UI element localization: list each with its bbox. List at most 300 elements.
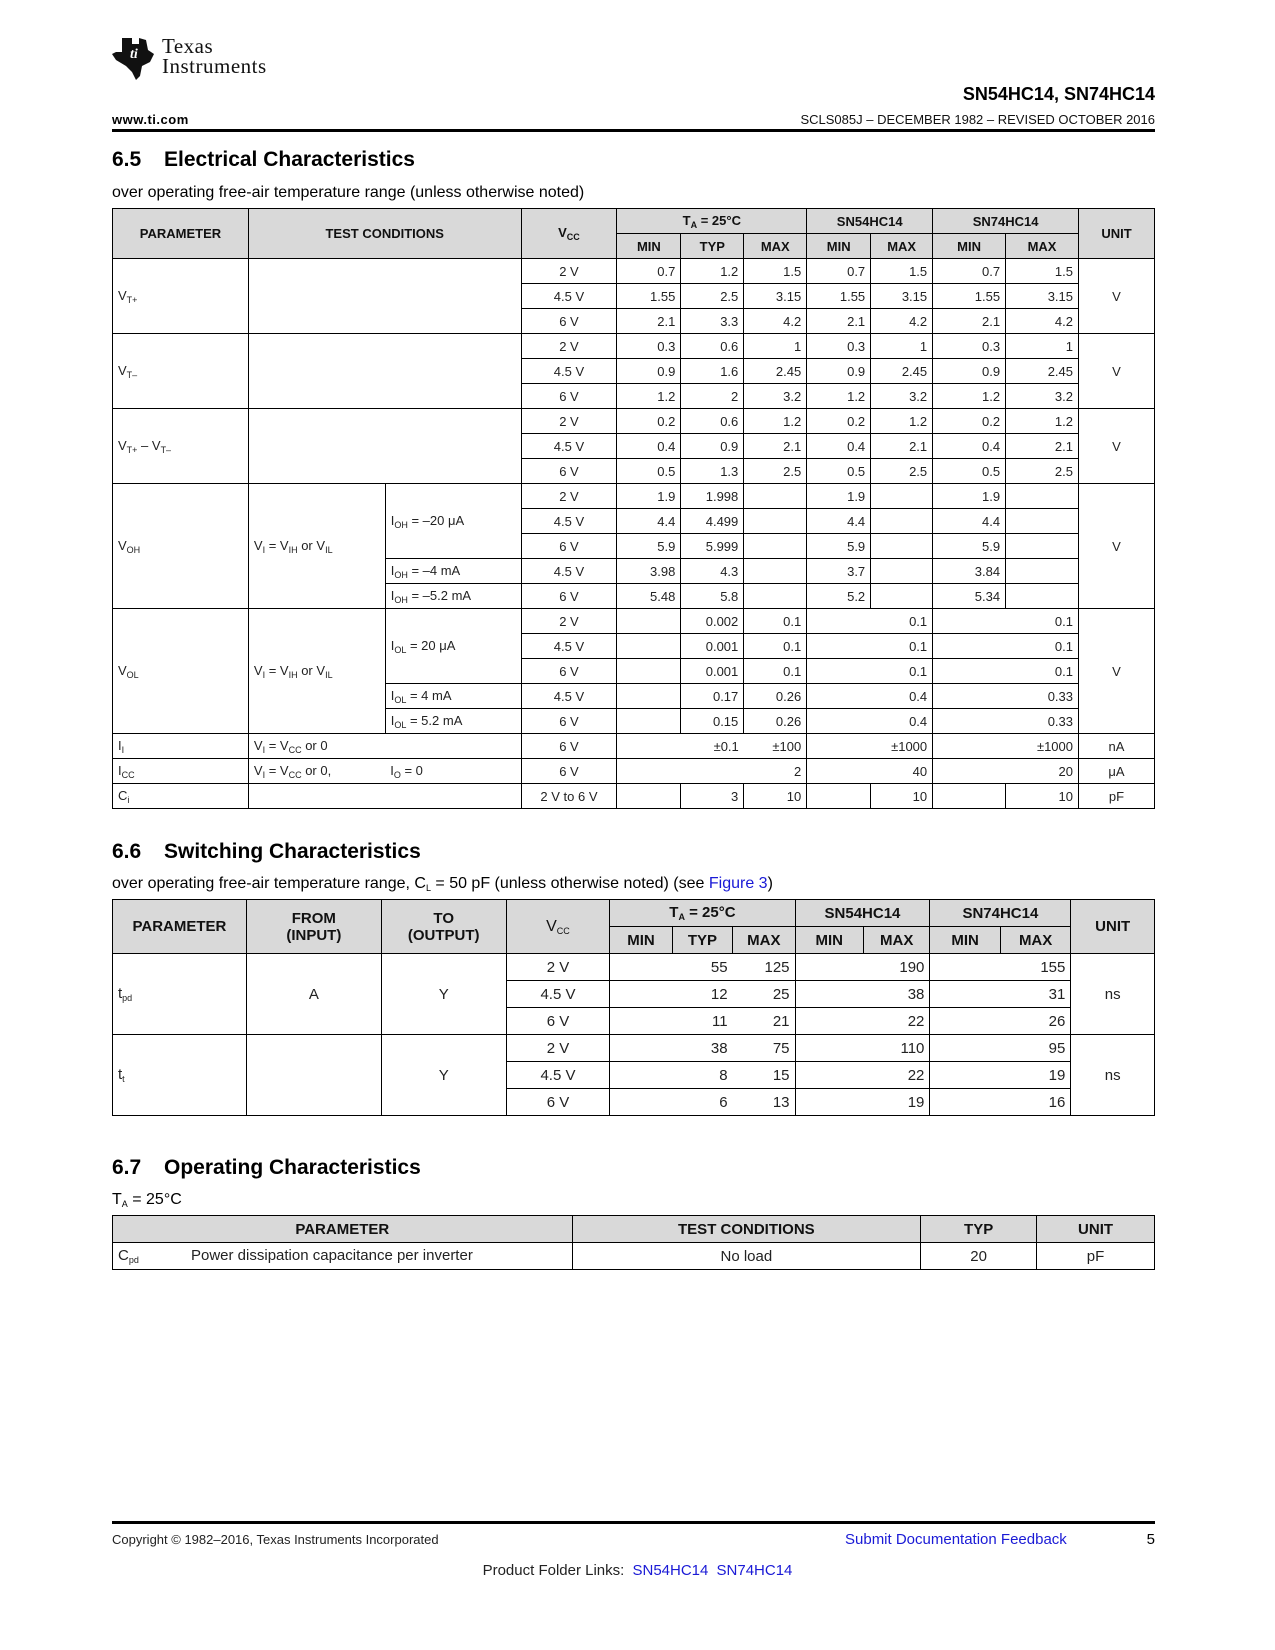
folder-link-sn54hc14[interactable]: SN54HC14 <box>632 1562 709 1579</box>
value-cell: ±1000 <box>1006 734 1079 759</box>
vcc-cell: 6 V <box>521 709 617 734</box>
value-cell <box>933 684 1006 709</box>
value-cell <box>871 584 933 609</box>
value-cell: 1.9 <box>617 484 681 509</box>
value-cell: ±100 <box>744 734 807 759</box>
vcc-cell: 4.5 V <box>521 434 617 459</box>
value-cell: 15 <box>733 1062 795 1089</box>
value-cell: 4.2 <box>1006 309 1079 334</box>
table-row <box>113 954 1155 981</box>
document-id: SCLS085J – DECEMBER 1982 – REVISED OCTOBER 2016 <box>800 112 1155 127</box>
test-condition-vi: $V_I = V_{IH}$ or $V_{IL}$ <box>248 484 385 609</box>
value-cell: 20 <box>1006 759 1079 784</box>
value-cell <box>610 1062 672 1089</box>
value-cell <box>610 1035 672 1062</box>
vcc-cell: 2 V <box>521 484 617 509</box>
value-cell <box>744 484 807 509</box>
figure-3-link[interactable]: Figure 3 <box>708 875 768 892</box>
value-cell <box>1006 559 1079 584</box>
value-cell: 20 <box>921 1243 1037 1270</box>
value-cell: 75 <box>733 1035 795 1062</box>
part-numbers: SN54HC14, SN74HC14 <box>962 84 1155 104</box>
value-cell <box>933 709 1006 734</box>
col-typ: TYP <box>672 927 732 954</box>
value-cell: 3.3 <box>681 309 744 334</box>
operating-characteristics-table <box>112 1215 1155 1270</box>
vcc-cell: 2 V <box>521 609 617 634</box>
param-cpd: $C_{pd}$ Power dissipation capacitance per inverter <box>113 1243 573 1270</box>
value-cell: ±0.1 <box>681 734 744 759</box>
value-cell <box>1006 484 1079 509</box>
value-cell: 0.7 <box>933 259 1006 284</box>
col-min: MIN <box>610 927 672 954</box>
value-cell: 2.5 <box>1006 459 1079 484</box>
value-cell: 22 <box>863 1062 929 1089</box>
value-cell: 0.3 <box>617 334 681 359</box>
vcc-cell: 2 V <box>521 409 617 434</box>
value-cell: 0.1 <box>1006 659 1079 684</box>
test-conditions-cell <box>248 259 521 334</box>
value-cell: 40 <box>871 759 933 784</box>
test-conditions-cell: No load <box>572 1243 921 1270</box>
table-row <box>113 409 1155 434</box>
value-cell <box>795 1062 863 1089</box>
value-cell: 2.1 <box>1006 434 1079 459</box>
unit-cell: V <box>1079 259 1155 334</box>
value-cell <box>610 981 672 1008</box>
table-row <box>113 609 1155 634</box>
value-cell: 0.6 <box>681 409 744 434</box>
page-number: 5 <box>1146 1531 1155 1548</box>
value-cell <box>744 509 807 534</box>
value-cell: 0.4 <box>617 434 681 459</box>
to-cell: Y <box>381 954 506 1035</box>
value-cell: 22 <box>863 1008 929 1035</box>
value-cell <box>795 954 863 981</box>
value-cell: 4.4 <box>933 509 1006 534</box>
value-cell <box>807 684 871 709</box>
logo-line2: Instruments <box>162 54 267 78</box>
col-sn74: SN74HC14 <box>933 209 1079 234</box>
test-conditions-cell <box>248 409 521 484</box>
value-cell: 4.4 <box>807 509 871 534</box>
value-cell: 0.5 <box>807 459 871 484</box>
value-cell: 25 <box>733 981 795 1008</box>
value-cell <box>1006 534 1079 559</box>
vcc-cell: 2 V <box>521 334 617 359</box>
value-cell: 12 <box>672 981 732 1008</box>
value-cell: 1.2 <box>1006 409 1079 434</box>
header-row <box>113 900 1155 927</box>
value-cell: 10 <box>871 784 933 809</box>
value-cell <box>807 609 871 634</box>
value-cell <box>807 759 871 784</box>
value-cell: 2.1 <box>933 309 1006 334</box>
value-cell: 5.9 <box>617 534 681 559</box>
header-row <box>113 1216 1155 1243</box>
value-cell: 0.9 <box>933 359 1006 384</box>
col-sn74: SN74HC14 <box>930 900 1071 927</box>
value-cell <box>610 1008 672 1035</box>
vcc-cell: 6 V <box>521 659 617 684</box>
param-tpd: $t_{pd}$ <box>113 954 247 1035</box>
col-unit: UNIT <box>1037 1216 1155 1243</box>
unit-cell: ns <box>1071 954 1155 1035</box>
value-cell: 1.6 <box>681 359 744 384</box>
value-cell: 1.3 <box>681 459 744 484</box>
vcc-cell: 2 V to 6 V <box>521 784 617 809</box>
table-row <box>113 759 1155 784</box>
value-cell: 4.2 <box>744 309 807 334</box>
param-vt-plus: $V_{T+}$ <box>113 259 249 334</box>
value-cell: 0.15 <box>681 709 744 734</box>
value-cell: 95 <box>1000 1035 1070 1062</box>
value-cell: 3.15 <box>1006 284 1079 309</box>
col-max: MAX <box>733 927 795 954</box>
vcc-cell: 2 V <box>506 1035 610 1062</box>
value-cell <box>807 634 871 659</box>
value-cell: 3.98 <box>617 559 681 584</box>
value-cell: 2.1 <box>744 434 807 459</box>
value-cell: 6 <box>672 1089 732 1116</box>
col-max: MAX <box>1006 234 1079 259</box>
value-cell: 0.1 <box>1006 609 1079 634</box>
table-row <box>113 734 1155 759</box>
value-cell: 0.4 <box>933 434 1006 459</box>
value-cell: 0.002 <box>681 609 744 634</box>
value-cell: 0.33 <box>1006 684 1079 709</box>
value-cell: 1.2 <box>744 409 807 434</box>
col-min: MIN <box>807 234 871 259</box>
value-cell: 2 <box>681 384 744 409</box>
unit-cell: nA <box>1079 734 1155 759</box>
value-cell: 3.15 <box>744 284 807 309</box>
value-cell: 10 <box>1006 784 1079 809</box>
vcc-cell: 6 V <box>521 384 617 409</box>
value-cell: 4.2 <box>871 309 933 334</box>
value-cell <box>617 659 681 684</box>
value-cell <box>930 954 1000 981</box>
value-cell: 55 <box>672 954 732 981</box>
value-cell: 1 <box>744 334 807 359</box>
value-cell: 2.1 <box>617 309 681 334</box>
table-row <box>113 1035 1155 1062</box>
test-condition-vi: $V_I = V_{CC}$ or 0 <box>248 734 521 759</box>
value-cell: 1.2 <box>933 384 1006 409</box>
table-row <box>113 259 1155 284</box>
col-vcc: $V_{CC}$ <box>506 900 610 954</box>
value-cell: 5.999 <box>681 534 744 559</box>
col-sn54: SN54HC14 <box>807 209 933 234</box>
value-cell: 0.6 <box>681 334 744 359</box>
value-cell <box>930 1035 1000 1062</box>
value-cell: 0.9 <box>681 434 744 459</box>
col-min: MIN <box>933 234 1006 259</box>
col-typ: TYP <box>681 234 744 259</box>
vcc-cell: 4.5 V <box>521 284 617 309</box>
from-cell <box>246 1035 381 1116</box>
value-cell: 1.55 <box>617 284 681 309</box>
vcc-cell: 4.5 V <box>521 634 617 659</box>
value-cell: 19 <box>863 1089 929 1116</box>
value-cell <box>610 1089 672 1116</box>
value-cell <box>933 784 1006 809</box>
value-cell: 1.55 <box>807 284 871 309</box>
col-max: MAX <box>744 234 807 259</box>
test-condition-io: $I_O = 0$ <box>385 759 521 784</box>
test-condition-vi: $V_I = V_{CC}$ or 0, <box>248 759 385 784</box>
value-cell <box>617 684 681 709</box>
value-cell <box>1006 584 1079 609</box>
value-cell: 1 <box>1006 334 1079 359</box>
from-cell: A <box>246 954 381 1035</box>
value-cell: 2 <box>744 759 807 784</box>
folder-link-sn74hc14[interactable]: SN74HC14 <box>716 1562 793 1579</box>
test-condition-ioh: $I_{OH} = -5.2$ mA <box>385 584 521 609</box>
value-cell: 0.5 <box>617 459 681 484</box>
value-cell: 2.1 <box>871 434 933 459</box>
value-cell: 1.5 <box>871 259 933 284</box>
col-unit: UNIT <box>1071 900 1155 954</box>
value-cell: 2.45 <box>871 359 933 384</box>
value-cell: 0.17 <box>681 684 744 709</box>
col-parameter: PARAMETER <box>113 1216 573 1243</box>
value-cell <box>681 759 744 784</box>
col-vcc: $V_{CC}$ <box>521 209 617 259</box>
value-cell: 5.2 <box>807 584 871 609</box>
value-cell <box>933 609 1006 634</box>
col-parameter: PARAMETER <box>113 209 249 259</box>
section-title-operating: 6.7 Operating Characteristics <box>112 1156 421 1179</box>
value-cell: 16 <box>1000 1089 1070 1116</box>
test-conditions-cell <box>248 784 521 809</box>
vcc-cell: 2 V <box>521 259 617 284</box>
value-cell <box>617 709 681 734</box>
value-cell: 0.1 <box>744 659 807 684</box>
value-cell: 1.2 <box>681 259 744 284</box>
value-cell: 0.3 <box>933 334 1006 359</box>
value-cell: 21 <box>733 1008 795 1035</box>
value-cell: 11 <box>672 1008 732 1035</box>
test-condition-ioh: $I_{OH} = -4$ mA <box>385 559 521 584</box>
unit-cell: pF <box>1037 1243 1155 1270</box>
submit-feedback-link[interactable]: Submit Documentation Feedback <box>845 1531 1067 1548</box>
logo-line1: Texas <box>162 34 214 58</box>
value-cell: 3 <box>681 784 744 809</box>
col-ta-25c: $T_A = 25^\circ C$ <box>610 900 795 927</box>
value-cell: 3.7 <box>807 559 871 584</box>
value-cell <box>795 981 863 1008</box>
value-cell <box>871 534 933 559</box>
value-cell: 2.5 <box>744 459 807 484</box>
value-cell: 2.5 <box>871 459 933 484</box>
value-cell <box>744 534 807 559</box>
value-cell: 0.1 <box>871 609 933 634</box>
value-cell: 8 <box>672 1062 732 1089</box>
value-cell: 5.48 <box>617 584 681 609</box>
value-cell <box>807 709 871 734</box>
site-url[interactable]: www.ti.com <box>112 112 189 127</box>
value-cell: 125 <box>733 954 795 981</box>
switching-characteristics-table <box>112 899 1155 1116</box>
value-cell: 4.4 <box>617 509 681 534</box>
value-cell: 1.5 <box>744 259 807 284</box>
value-cell: 0.3 <box>807 334 871 359</box>
value-cell <box>871 559 933 584</box>
copyright: Copyright © 1982–2016, Texas Instruments Incorporated <box>112 1532 439 1547</box>
col-test-conditions: TEST CONDITIONS <box>248 209 521 259</box>
value-cell: 0.2 <box>807 409 871 434</box>
value-cell <box>744 559 807 584</box>
value-cell: 1.5 <box>1006 259 1079 284</box>
table-row <box>113 784 1155 809</box>
value-cell: 2.5 <box>681 284 744 309</box>
vcc-cell: 4.5 V <box>521 684 617 709</box>
vcc-cell: 2 V <box>506 954 610 981</box>
value-cell <box>807 734 871 759</box>
header-rule <box>112 129 1155 132</box>
value-cell: 5.34 <box>933 584 1006 609</box>
value-cell: 26 <box>1000 1008 1070 1035</box>
value-cell: 0.001 <box>681 634 744 659</box>
col-min: MIN <box>795 927 863 954</box>
col-parameter: PARAMETER <box>113 900 247 954</box>
value-cell: 0.001 <box>681 659 744 684</box>
value-cell: 38 <box>863 981 929 1008</box>
vcc-cell: 6 V <box>521 459 617 484</box>
vcc-cell: 4.5 V <box>506 1062 610 1089</box>
value-cell: 110 <box>863 1035 929 1062</box>
test-conditions-cell <box>248 334 521 409</box>
col-to: TO (OUTPUT) <box>381 900 506 954</box>
value-cell: 1.2 <box>871 409 933 434</box>
test-condition-ioh: $I_{OH} = -20$ μA <box>385 484 521 559</box>
unit-cell: μA <box>1079 759 1155 784</box>
value-cell: 0.26 <box>744 709 807 734</box>
value-cell: 1.2 <box>807 384 871 409</box>
value-cell <box>795 1008 863 1035</box>
value-cell: 2.45 <box>744 359 807 384</box>
value-cell <box>930 1008 1000 1035</box>
value-cell: 190 <box>863 954 929 981</box>
value-cell <box>617 734 681 759</box>
table-row <box>113 1243 1155 1270</box>
vcc-cell: 4.5 V <box>506 981 610 1008</box>
test-condition-iol: $I_{OL} = 5.2$ mA <box>385 709 521 734</box>
param-ci: $C_i$ <box>113 784 249 809</box>
value-cell: 4.499 <box>681 509 744 534</box>
col-ta-25c: $T_A = 25^\circ C$ <box>617 209 807 234</box>
unit-cell: V <box>1079 409 1155 484</box>
value-cell: 13 <box>733 1089 795 1116</box>
value-cell <box>617 634 681 659</box>
value-cell: 0.7 <box>617 259 681 284</box>
value-cell: 0.1 <box>1006 634 1079 659</box>
col-max: MAX <box>863 927 929 954</box>
param-vt-minus: $V_{T-}$ <box>113 334 249 409</box>
product-folder-links: Product Folder Links: SN54HC14 SN74HC14 <box>482 1562 793 1579</box>
col-from: FROM (INPUT) <box>246 900 381 954</box>
electrical-characteristics-table <box>112 208 1155 809</box>
to-cell: Y <box>381 1035 506 1116</box>
value-cell <box>807 659 871 684</box>
value-cell: 4.3 <box>681 559 744 584</box>
value-cell <box>744 584 807 609</box>
unit-cell: ns <box>1071 1035 1155 1116</box>
value-cell: 3.84 <box>933 559 1006 584</box>
value-cell <box>933 759 1006 784</box>
value-cell <box>795 1089 863 1116</box>
param-ii: $I_I$ <box>113 734 249 759</box>
value-cell: 1.9 <box>807 484 871 509</box>
svg-text:ti: ti <box>130 47 138 62</box>
value-cell: 0.26 <box>744 684 807 709</box>
value-cell: 1.55 <box>933 284 1006 309</box>
param-hysteresis: $V_{T+} - V_{T-}$ <box>113 409 249 484</box>
value-cell <box>617 609 681 634</box>
value-cell: 0.1 <box>871 659 933 684</box>
value-cell <box>807 784 871 809</box>
value-cell: 1 <box>871 334 933 359</box>
param-voh: $V_{OH}$ <box>113 484 249 609</box>
test-condition-iol: $I_{OL} = 20$ μA <box>385 609 521 684</box>
vcc-cell: 6 V <box>506 1008 610 1035</box>
col-sn54: SN54HC14 <box>795 900 930 927</box>
value-cell: 0.5 <box>933 459 1006 484</box>
vcc-cell: 6 V <box>521 734 617 759</box>
value-cell: 0.1 <box>744 609 807 634</box>
section-subtitle-operating: $T_A = 25^\circ C$ <box>112 1191 182 1209</box>
col-test-conditions: TEST CONDITIONS <box>572 1216 921 1243</box>
test-condition-iol: $I_{OL} = 4$ mA <box>385 684 521 709</box>
vcc-cell: 6 V <box>521 309 617 334</box>
value-cell: 0.4 <box>871 684 933 709</box>
value-cell: 1.9 <box>933 484 1006 509</box>
value-cell: 5.8 <box>681 584 744 609</box>
value-cell <box>871 509 933 534</box>
col-max: MAX <box>871 234 933 259</box>
section-subtitle-switching: over operating free-air temperature range, $C_L = 50$ pF (unless otherwise noted) (see Figure 3) <box>112 875 773 893</box>
value-cell: 155 <box>1000 954 1070 981</box>
value-cell <box>610 954 672 981</box>
value-cell <box>930 981 1000 1008</box>
value-cell: 10 <box>744 784 807 809</box>
value-cell: 0.1 <box>871 634 933 659</box>
value-cell: 2.1 <box>807 309 871 334</box>
ti-state-icon <box>112 36 156 82</box>
param-vol: $V_{OL}$ <box>113 609 249 734</box>
value-cell <box>795 1035 863 1062</box>
value-cell: ±1000 <box>871 734 933 759</box>
value-cell: 3.15 <box>871 284 933 309</box>
section-subtitle-electrical: over operating free-air temperature range (unless otherwise noted) <box>112 184 585 201</box>
section-title-switching: 6.6 Switching Characteristics <box>112 840 421 863</box>
value-cell <box>930 1062 1000 1089</box>
ti-logo <box>112 36 267 82</box>
value-cell: 0.2 <box>933 409 1006 434</box>
value-cell <box>933 734 1006 759</box>
col-unit: UNIT <box>1079 209 1155 259</box>
value-cell: 5.9 <box>933 534 1006 559</box>
table-row <box>113 334 1155 359</box>
value-cell: 31 <box>1000 981 1070 1008</box>
section-title-electrical: 6.5 Electrical Characteristics <box>112 148 415 171</box>
col-max: MAX <box>1000 927 1070 954</box>
vcc-cell: 6 V <box>521 584 617 609</box>
value-cell: 0.2 <box>617 409 681 434</box>
vcc-cell: 4.5 V <box>521 359 617 384</box>
col-min: MIN <box>617 234 681 259</box>
